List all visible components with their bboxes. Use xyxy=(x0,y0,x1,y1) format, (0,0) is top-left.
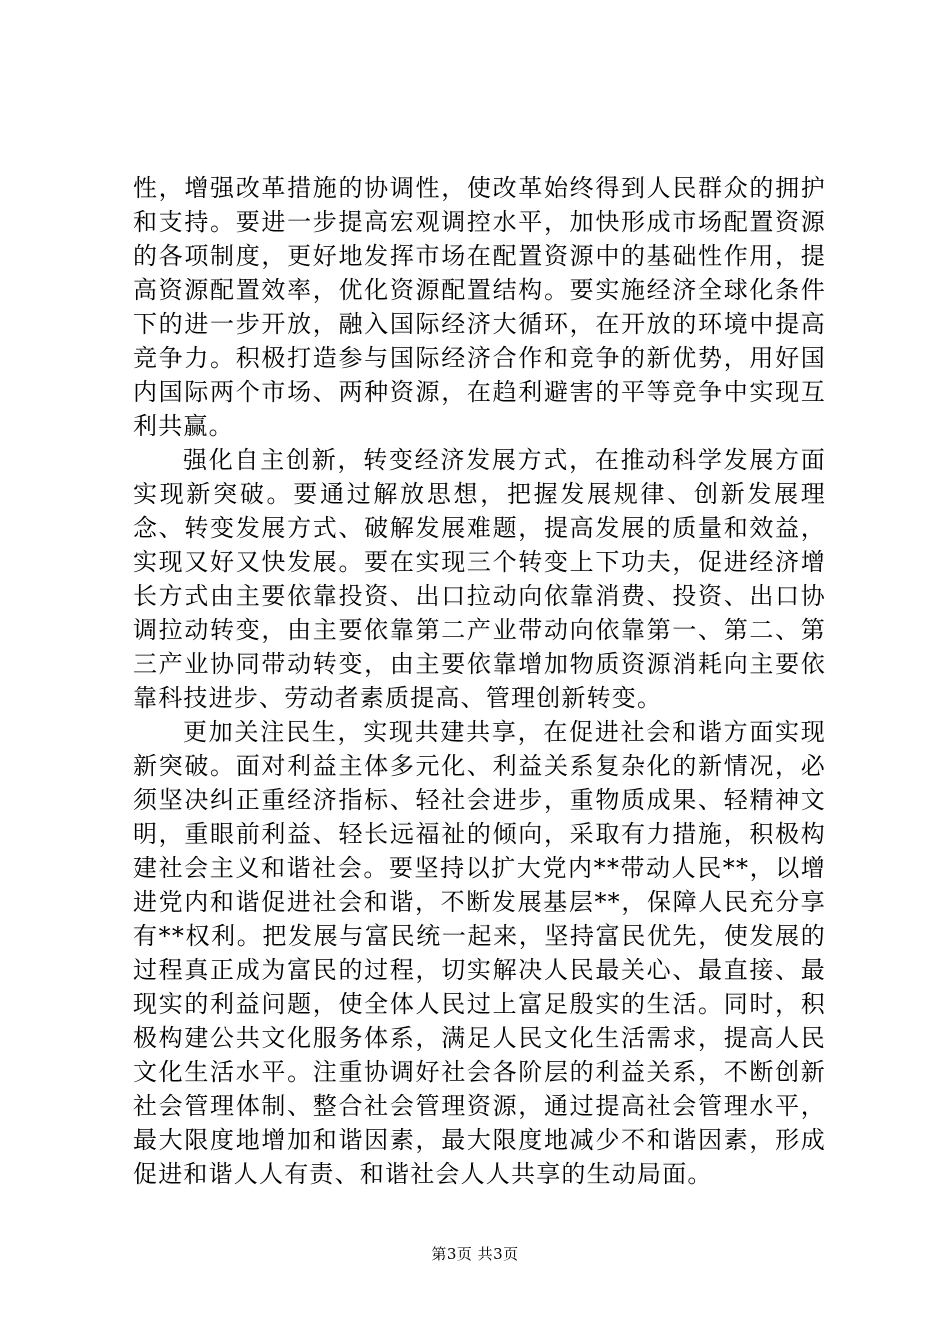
document-body xyxy=(133,171,826,1191)
paragraph-1: 性，增强改革措施的协调性，使改革始终得到人民群众的拥护和支持。要进一步提高宏观调控水平，加快形成市场配置资源的各项制度，更好地发挥市场在配置资源中的基础性作用，提高资源配置效率，优化资源配置结构。要实施经济全球化条件下的进一步开放，融入国际经济大循环，在开放的环境中提高竞争力。积极打造参与国际经济合作和竞争的新优势，用好国内国际两个市场、两种资源，在趋利避害的平等竞争中实现互利共赢。 xyxy=(133,174,826,440)
page-footer: 第3页 共3页 xyxy=(431,1245,519,1263)
paragraph-2: 强化自主创新，转变经济发展方式，在推动科学发展方面实现新突破。要通过解放思想，把握发展规律、创新发展理念、转变发展方式、破解发展难题，提高发展的质量和效益，实现又好又快发展。要在实现三个转变上下功夫，促进经济增长方式由主要依靠投资、出口拉动向依靠消费、投资、出口协调拉动转变，由主要依靠第二产业带动向依靠第一、第二、第三产业协同带动转变，由主要依靠增加物质资源消耗向主要依靠科技进步、劳动者素质提高、管理创新转变。 xyxy=(133,446,826,712)
paragraph-3: 更加关注民生，实现共建共享，在促进社会和谐方面实现新突破。面对利益主体多元化、利益关系复杂化的新情况，必须坚决纠正重经济指标、轻社会进步，重物质成果、轻精神文明，重眼前利益、轻长远福祉的倾向，采取有力措施，积极构建社会主义和谐社会。要坚持以扩大党内**带动人民**，以增进党内和谐促进社会和谐，不断发展基层**，保障人民充分享有**权利。把发展与富民统一起来，坚持富民优先，使发展的过程真正成为富民的过程，切实解决人民最关心、最直接、最现实的利益问题，使全体人民过上富足殷实的生活。同时，积极构建公共文化服务体系，满足人民文化生活需求，提高人民文化生活水平。注重协调好社会各阶层的利益关系，不断创新社会管理体制、整合社会管理资源，通过提高社会管理水平，最大限度地增加和谐因素，最大限度地减少不和谐因素，形成促进和谐人人有责、和谐社会人人共享的生动局面。 xyxy=(133,718,826,1188)
